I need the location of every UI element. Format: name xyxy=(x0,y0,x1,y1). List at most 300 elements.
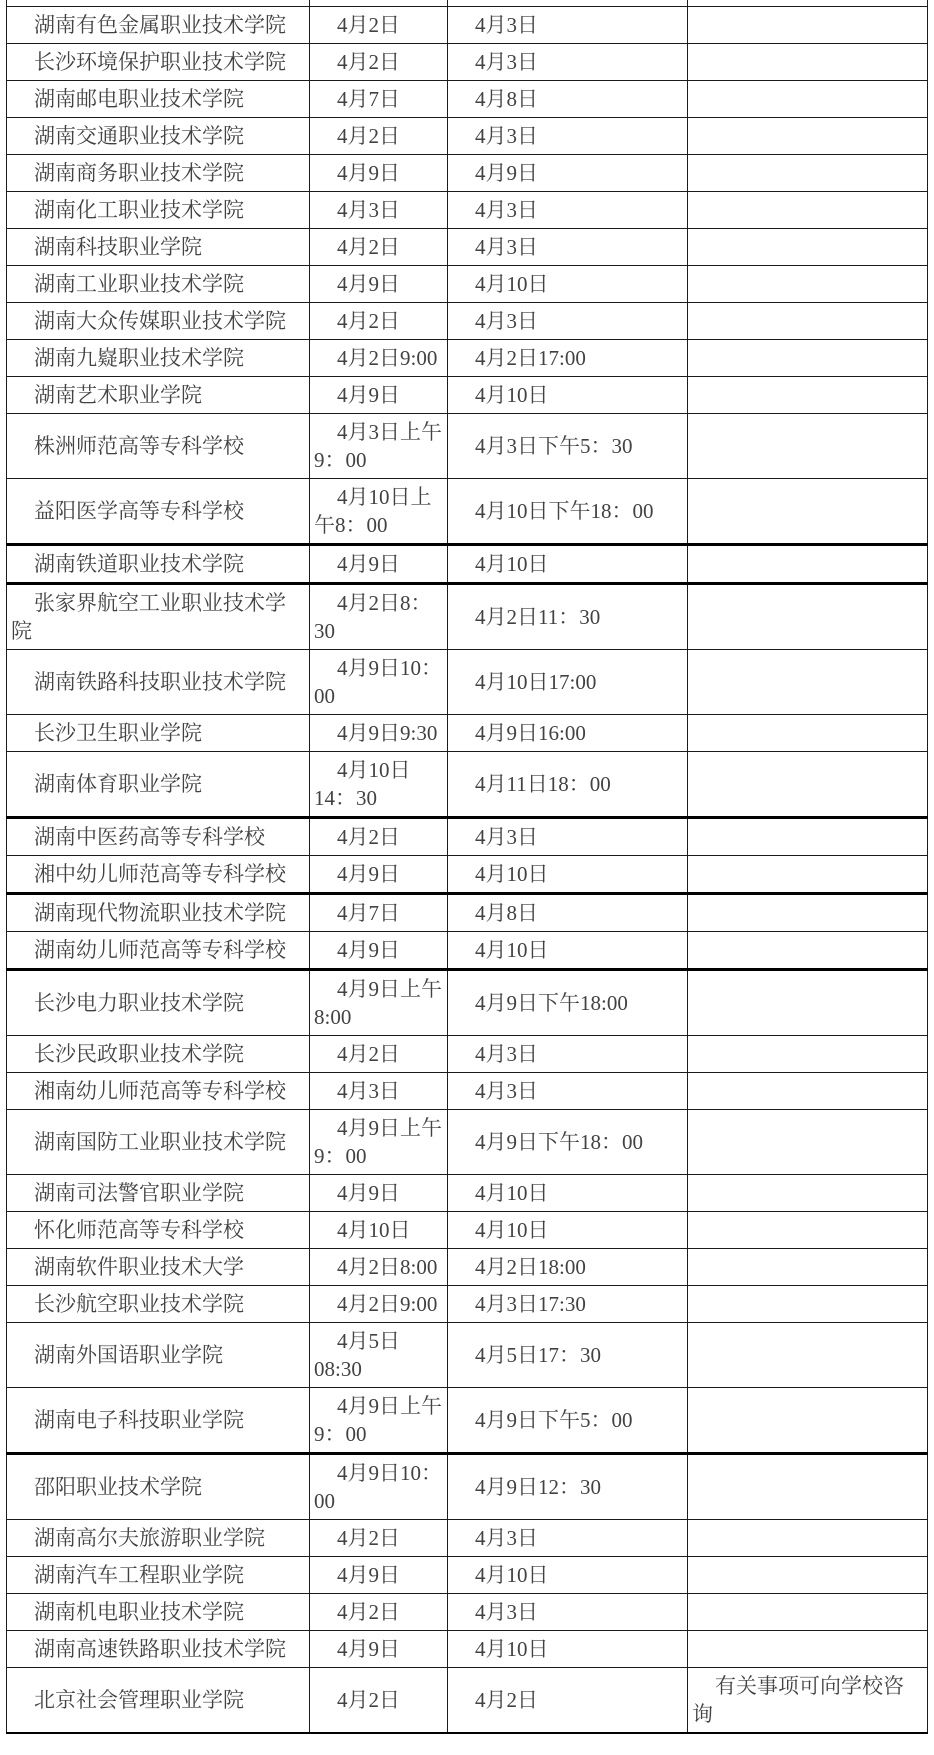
school-name-text: 长沙卫生职业学院 xyxy=(34,720,202,745)
start-date-text: 4月2日 xyxy=(337,1525,400,1550)
note-cell xyxy=(688,1211,928,1248)
table-row xyxy=(7,191,928,228)
end-date-cell xyxy=(448,117,688,154)
school-name-cell xyxy=(7,1174,310,1211)
school-name-cell xyxy=(7,302,310,339)
school-name-text: 湖南外国语职业学院 xyxy=(34,1342,223,1367)
end-date-text: 4月2日17:00 xyxy=(475,345,586,370)
start-date-text: 4月2日8：30 xyxy=(314,590,432,643)
end-date-text: 4月3日 xyxy=(475,197,538,222)
table-row xyxy=(7,80,928,117)
note-cell xyxy=(688,80,928,117)
school-name-text: 湖南高速铁路职业技术学院 xyxy=(34,1636,286,1661)
end-date-text: 4月10日 xyxy=(475,1180,549,1205)
end-date-cell xyxy=(448,376,688,413)
table-row xyxy=(7,1667,928,1733)
note-cell xyxy=(688,1667,928,1733)
school-name-text: 湘南幼儿师范高等专科学校 xyxy=(34,1078,286,1103)
start-date-text: 4月9日 xyxy=(337,1636,400,1661)
school-name-cell xyxy=(7,1453,310,1519)
end-date-cell xyxy=(448,228,688,265)
school-name-text: 北京社会管理职业学院 xyxy=(34,1687,244,1712)
end-date-cell xyxy=(448,1519,688,1556)
school-name-cell xyxy=(7,544,310,583)
start-date-cell xyxy=(310,583,448,649)
school-name-cell xyxy=(7,1593,310,1630)
school-name-text: 湖南幼儿师范高等专科学校 xyxy=(34,937,286,962)
school-name-cell xyxy=(7,1035,310,1072)
table-row xyxy=(7,117,928,154)
school-name-text: 湖南交通职业技术学院 xyxy=(34,123,244,148)
end-date-cell xyxy=(448,302,688,339)
start-date-cell xyxy=(310,1035,448,1072)
end-date-cell xyxy=(448,1174,688,1211)
school-name-cell xyxy=(7,478,310,544)
school-name-text: 湖南软件职业技术大学 xyxy=(34,1254,244,1279)
start-date-text: 4月2日 xyxy=(337,12,400,37)
table-row xyxy=(7,1035,928,1072)
table-row xyxy=(7,413,928,478)
end-date-cell xyxy=(448,751,688,817)
table-row xyxy=(7,714,928,751)
start-date-text: 4月9日10：00 xyxy=(314,655,442,708)
start-date-cell xyxy=(310,154,448,191)
table-row xyxy=(7,751,928,817)
end-date-cell xyxy=(448,583,688,649)
end-date-cell xyxy=(448,1387,688,1453)
school-name-text: 湖南司法警官职业学院 xyxy=(34,1180,244,1205)
note-cell xyxy=(688,228,928,265)
table-row xyxy=(7,1174,928,1211)
start-date-cell xyxy=(310,1593,448,1630)
end-date-text: 4月3日 xyxy=(475,1599,538,1624)
school-name-text: 长沙环境保护职业技术学院 xyxy=(34,49,286,74)
start-date-cell xyxy=(310,376,448,413)
end-date-text: 4月8日 xyxy=(475,86,538,111)
school-name-text: 长沙电力职业技术学院 xyxy=(34,990,244,1015)
start-date-cell xyxy=(310,855,448,893)
school-name-text: 湖南高尔夫旅游职业学院 xyxy=(34,1525,265,1550)
start-date-cell xyxy=(310,1322,448,1387)
table-row xyxy=(7,1519,928,1556)
school-name-text: 湖南国防工业职业技术学院 xyxy=(34,1129,286,1154)
end-date-cell xyxy=(448,80,688,117)
end-date-text: 4月9日下午18：00 xyxy=(475,1129,643,1154)
school-name-text: 湖南九嶷职业技术学院 xyxy=(34,345,244,370)
school-name-cell xyxy=(7,1667,310,1733)
school-name-cell xyxy=(7,931,310,969)
note-cell xyxy=(688,478,928,544)
start-date-text: 4月9日9:30 xyxy=(337,720,438,745)
start-date-text: 4月9日上午8:00 xyxy=(314,976,442,1029)
end-date-text: 4月8日 xyxy=(475,900,538,925)
school-name-cell xyxy=(7,1519,310,1556)
school-name-cell xyxy=(7,855,310,893)
end-date-text: 4月10日下午18：00 xyxy=(475,498,654,523)
table-row xyxy=(7,1556,928,1593)
start-date-text: 4月10日14：30 xyxy=(314,757,411,810)
end-date-cell xyxy=(448,1072,688,1109)
end-date-text: 4月9日 xyxy=(475,160,538,185)
start-date-cell xyxy=(310,751,448,817)
start-date-cell xyxy=(310,80,448,117)
note-cell xyxy=(688,117,928,154)
end-date-text: 4月2日 xyxy=(475,1687,538,1712)
start-date-cell xyxy=(310,1453,448,1519)
start-date-text: 4月7日 xyxy=(337,86,400,111)
table-row xyxy=(7,1630,928,1667)
school-name-cell xyxy=(7,339,310,376)
end-date-text: 4月11日18：00 xyxy=(475,771,611,796)
start-date-text: 4月2日 xyxy=(337,824,400,849)
table-row xyxy=(7,1387,928,1453)
note-cell xyxy=(688,1072,928,1109)
start-date-text: 4月2日 xyxy=(337,1599,400,1624)
start-date-cell xyxy=(310,1519,448,1556)
end-date-cell xyxy=(448,1109,688,1174)
start-date-text: 4月2日 xyxy=(337,1041,400,1066)
school-name-cell xyxy=(7,80,310,117)
note-cell xyxy=(688,893,928,931)
table-row xyxy=(7,1211,928,1248)
start-date-cell xyxy=(310,1072,448,1109)
school-name-cell xyxy=(7,376,310,413)
table-row xyxy=(7,855,928,893)
end-date-text: 4月10日 xyxy=(475,551,549,576)
start-date-cell xyxy=(310,714,448,751)
end-date-text: 4月9日16:00 xyxy=(475,720,586,745)
end-date-cell xyxy=(448,1248,688,1285)
table-row xyxy=(7,43,928,80)
start-date-cell xyxy=(310,1556,448,1593)
end-date-text: 4月3日 xyxy=(475,308,538,333)
start-date-text: 4月9日 xyxy=(337,160,400,185)
end-date-text: 4月3日 xyxy=(475,824,538,849)
end-date-cell xyxy=(448,265,688,302)
end-date-cell xyxy=(448,1035,688,1072)
school-name-cell xyxy=(7,583,310,649)
end-date-cell xyxy=(448,817,688,855)
school-name-cell xyxy=(7,1211,310,1248)
start-date-cell xyxy=(310,893,448,931)
end-date-text: 4月3日 xyxy=(475,123,538,148)
school-name-text: 长沙民政职业技术学院 xyxy=(34,1041,244,1066)
school-name-cell xyxy=(7,1248,310,1285)
school-name-cell xyxy=(7,413,310,478)
end-date-cell xyxy=(448,1285,688,1322)
end-date-cell xyxy=(448,43,688,80)
start-date-text: 4月3日 xyxy=(337,1078,400,1103)
school-name-cell xyxy=(7,817,310,855)
end-date-cell xyxy=(448,931,688,969)
table-row xyxy=(7,969,928,1035)
school-name-cell xyxy=(7,228,310,265)
start-date-cell xyxy=(310,1667,448,1733)
end-date-cell xyxy=(448,714,688,751)
note-cell xyxy=(688,1109,928,1174)
start-date-cell xyxy=(310,478,448,544)
start-date-cell xyxy=(310,1109,448,1174)
end-date-text: 4月3日 xyxy=(475,1078,538,1103)
school-name-cell xyxy=(7,117,310,154)
table-row xyxy=(7,931,928,969)
school-name-text: 湘中幼儿师范高等专科学校 xyxy=(34,861,286,886)
school-name-cell xyxy=(7,265,310,302)
school-name-cell xyxy=(7,1109,310,1174)
note-cell xyxy=(688,544,928,583)
note-cell xyxy=(688,302,928,339)
table-row xyxy=(7,478,928,544)
start-date-text: 4月3日上午9：00 xyxy=(314,419,442,472)
table-row xyxy=(7,1072,928,1109)
start-date-cell xyxy=(310,117,448,154)
start-date-cell xyxy=(310,339,448,376)
table-row xyxy=(7,1322,928,1387)
start-date-text: 4月2日 xyxy=(337,308,400,333)
note-cell xyxy=(688,1630,928,1667)
start-date-cell xyxy=(310,228,448,265)
school-name-text: 湖南邮电职业技术学院 xyxy=(34,86,244,111)
start-date-text: 4月9日上午9：00 xyxy=(314,1115,442,1168)
school-name-text: 湖南艺术职业学院 xyxy=(34,382,202,407)
school-name-text: 湖南汽车工程职业学院 xyxy=(34,1562,244,1587)
start-date-text: 4月9日 xyxy=(337,271,400,296)
note-cell xyxy=(688,1519,928,1556)
start-date-cell xyxy=(310,191,448,228)
table-row xyxy=(7,893,928,931)
end-date-text: 4月3日 xyxy=(475,1041,538,1066)
note-cell xyxy=(688,931,928,969)
school-name-cell xyxy=(7,43,310,80)
end-date-cell xyxy=(448,1556,688,1593)
school-name-text: 湖南铁路科技职业技术学院 xyxy=(34,669,286,694)
start-date-cell xyxy=(310,413,448,478)
end-date-cell xyxy=(448,544,688,583)
start-date-cell xyxy=(310,302,448,339)
note-cell xyxy=(688,649,928,714)
table-row xyxy=(7,1453,928,1519)
start-date-cell xyxy=(310,1387,448,1453)
end-date-text: 4月3日 xyxy=(475,12,538,37)
school-name-text: 长沙航空职业技术学院 xyxy=(34,1291,244,1316)
start-date-text: 4月2日 xyxy=(337,49,400,74)
registration-schedule-table xyxy=(6,0,928,1734)
school-name-cell xyxy=(7,893,310,931)
note-cell xyxy=(688,817,928,855)
school-name-cell xyxy=(7,1630,310,1667)
start-date-cell xyxy=(310,265,448,302)
start-date-text: 4月2日 xyxy=(337,234,400,259)
start-date-cell xyxy=(310,1174,448,1211)
school-name-text: 湖南化工职业技术学院 xyxy=(34,197,244,222)
end-date-cell xyxy=(448,1593,688,1630)
school-name-cell xyxy=(7,1556,310,1593)
start-date-cell xyxy=(310,1248,448,1285)
note-cell xyxy=(688,265,928,302)
end-date-cell xyxy=(448,1630,688,1667)
start-date-text: 4月2日9:00 xyxy=(337,345,438,370)
school-name-text: 湖南现代物流职业技术学院 xyxy=(34,900,286,925)
note-cell xyxy=(688,6,928,43)
school-name-text: 湖南中医药高等专科学校 xyxy=(34,824,265,849)
start-date-text: 4月9日上午9：00 xyxy=(314,1393,442,1446)
end-date-cell xyxy=(448,413,688,478)
end-date-cell xyxy=(448,478,688,544)
table-row xyxy=(7,228,928,265)
end-date-cell xyxy=(448,6,688,43)
note-cell xyxy=(688,583,928,649)
end-date-cell xyxy=(448,1211,688,1248)
start-date-text: 4月9日 xyxy=(337,551,400,576)
school-name-text: 湖南电子科技职业学院 xyxy=(34,1407,244,1432)
table-row xyxy=(7,265,928,302)
end-date-text: 4月10日 xyxy=(475,861,549,886)
school-name-cell xyxy=(7,751,310,817)
school-name-cell xyxy=(7,1072,310,1109)
end-date-text: 4月5日17：30 xyxy=(475,1342,601,1367)
end-date-cell xyxy=(448,191,688,228)
start-date-text: 4月9日 xyxy=(337,861,400,886)
school-name-text: 张家界航空工业职业技术学院 xyxy=(11,590,286,643)
end-date-text: 4月2日18:00 xyxy=(475,1254,586,1279)
table-row xyxy=(7,6,928,43)
start-date-text: 4月9日 xyxy=(337,382,400,407)
school-name-text: 湖南商务职业技术学院 xyxy=(34,160,244,185)
note-cell xyxy=(688,1248,928,1285)
school-name-text: 株洲师范高等专科学校 xyxy=(34,433,244,458)
note-cell xyxy=(688,413,928,478)
table-row xyxy=(7,154,928,191)
school-name-cell xyxy=(7,969,310,1035)
note-cell xyxy=(688,376,928,413)
note-cell xyxy=(688,1593,928,1630)
school-name-text: 湖南体育职业学院 xyxy=(34,771,202,796)
table-row xyxy=(7,817,928,855)
start-date-text: 4月9日10：00 xyxy=(314,1460,442,1513)
table-row xyxy=(7,544,928,583)
end-date-text: 4月10日 xyxy=(475,1636,549,1661)
start-date-text: 4月3日 xyxy=(337,197,400,222)
start-date-text: 4月9日 xyxy=(337,1562,400,1587)
start-date-cell xyxy=(310,649,448,714)
school-name-text: 益阳医学高等专科学校 xyxy=(34,498,244,523)
note-text: 有关事项可向学校咨询 xyxy=(692,1673,904,1726)
end-date-cell xyxy=(448,339,688,376)
school-name-text: 湖南工业职业技术学院 xyxy=(34,271,244,296)
start-date-cell xyxy=(310,817,448,855)
end-date-text: 4月10日 xyxy=(475,937,549,962)
start-date-text: 4月9日 xyxy=(337,1180,400,1205)
school-name-cell xyxy=(7,191,310,228)
start-date-text: 4月2日9:00 xyxy=(337,1291,438,1316)
note-cell xyxy=(688,969,928,1035)
school-name-text: 湖南大众传媒职业技术学院 xyxy=(34,308,286,333)
note-cell xyxy=(688,1285,928,1322)
end-date-cell xyxy=(448,154,688,191)
end-date-text: 4月9日下午5：00 xyxy=(475,1407,633,1432)
note-cell xyxy=(688,1174,928,1211)
table-row xyxy=(7,376,928,413)
school-name-text: 邵阳职业技术学院 xyxy=(34,1474,202,1499)
school-name-text: 湖南科技职业学院 xyxy=(34,234,202,259)
end-date-text: 4月10日 xyxy=(475,1217,549,1242)
start-date-text: 4月5日08:30 xyxy=(314,1328,400,1381)
table-row xyxy=(7,302,928,339)
note-cell xyxy=(688,1322,928,1387)
note-cell xyxy=(688,191,928,228)
end-date-cell xyxy=(448,649,688,714)
start-date-text: 4月2日 xyxy=(337,123,400,148)
school-name-text: 湖南铁道职业技术学院 xyxy=(34,551,244,576)
start-date-cell xyxy=(310,6,448,43)
end-date-cell xyxy=(448,1322,688,1387)
start-date-text: 4月10日上午8：00 xyxy=(314,484,432,537)
school-name-text: 湖南有色金属职业技术学院 xyxy=(34,12,286,37)
note-cell xyxy=(688,1387,928,1453)
table-row xyxy=(7,1109,928,1174)
end-date-cell xyxy=(448,855,688,893)
end-date-text: 4月3日17:30 xyxy=(475,1291,586,1316)
start-date-cell xyxy=(310,1630,448,1667)
end-date-text: 4月3日 xyxy=(475,49,538,74)
note-cell xyxy=(688,1453,928,1519)
note-cell xyxy=(688,339,928,376)
note-cell xyxy=(688,714,928,751)
start-date-text: 4月9日 xyxy=(337,937,400,962)
table-row xyxy=(7,1285,928,1322)
table-row xyxy=(7,649,928,714)
note-cell xyxy=(688,1035,928,1072)
school-name-cell xyxy=(7,154,310,191)
table-row xyxy=(7,1248,928,1285)
end-date-text: 4月10日 xyxy=(475,1562,549,1587)
end-date-cell xyxy=(448,969,688,1035)
end-date-text: 4月2日11：30 xyxy=(475,604,601,629)
school-name-cell xyxy=(7,649,310,714)
note-cell xyxy=(688,43,928,80)
start-date-text: 4月2日8:00 xyxy=(337,1254,438,1279)
school-name-text: 怀化师范高等专科学校 xyxy=(34,1217,244,1242)
start-date-text: 4月2日 xyxy=(337,1687,400,1712)
end-date-cell xyxy=(448,1453,688,1519)
school-name-cell xyxy=(7,1322,310,1387)
note-cell xyxy=(688,1556,928,1593)
school-name-cell xyxy=(7,1387,310,1453)
table-row xyxy=(7,339,928,376)
start-date-cell xyxy=(310,1285,448,1322)
start-date-text: 4月7日 xyxy=(337,900,400,925)
schedule-table-body xyxy=(7,0,928,1733)
school-name-cell xyxy=(7,6,310,43)
end-date-text: 4月10日17:00 xyxy=(475,669,597,694)
table-row xyxy=(7,1593,928,1630)
end-date-cell xyxy=(448,1667,688,1733)
start-date-text: 4月10日 xyxy=(337,1217,411,1242)
end-date-text: 4月9日下午18:00 xyxy=(475,990,628,1015)
end-date-text: 4月3日 xyxy=(475,1525,538,1550)
end-date-text: 4月9日12：30 xyxy=(475,1474,601,1499)
school-name-text: 湖南机电职业技术学院 xyxy=(34,1599,244,1624)
note-cell xyxy=(688,751,928,817)
end-date-text: 4月3日下午5：30 xyxy=(475,433,633,458)
start-date-cell xyxy=(310,931,448,969)
table-row xyxy=(7,583,928,649)
start-date-cell xyxy=(310,1211,448,1248)
school-name-cell xyxy=(7,1285,310,1322)
note-cell xyxy=(688,154,928,191)
school-name-cell xyxy=(7,714,310,751)
start-date-cell xyxy=(310,43,448,80)
